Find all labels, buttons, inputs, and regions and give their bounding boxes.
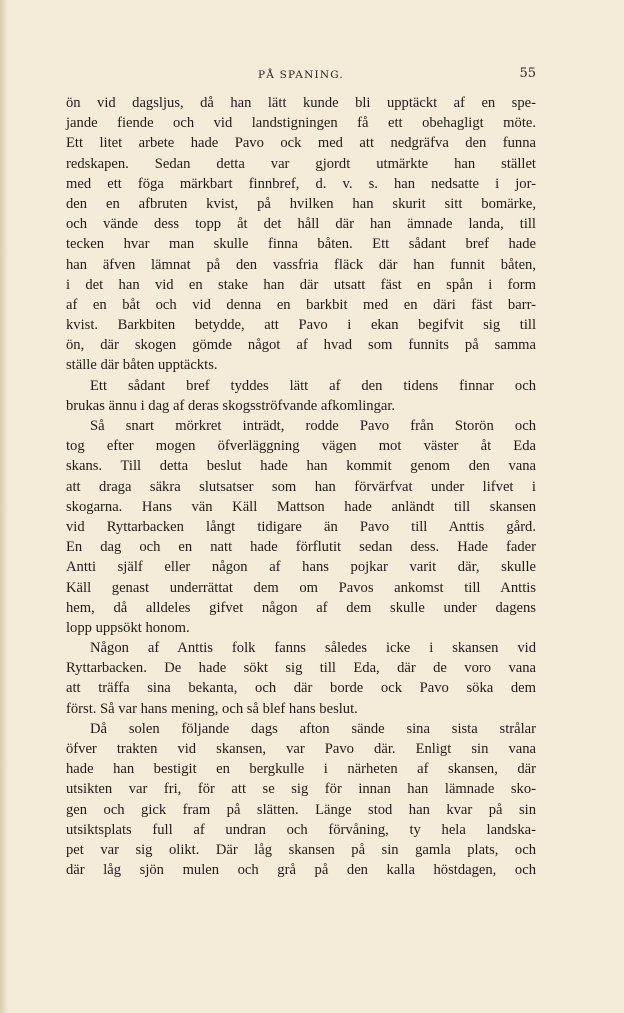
- text-line: att träffa sina bekanta, och där borde ock Pavo söka dem: [66, 680, 536, 697]
- text-line: den en afbruten kvist, på hvilken han skurit sitt bomärke,: [66, 195, 536, 212]
- text-line: där låg sjön mulen och grå på den kalla höstdagen, och: [66, 862, 536, 879]
- text-line: ön, där skogen gömde något af hvad som funnits på samma: [66, 337, 536, 354]
- text-line: med ett föga märkbart finnbref, d. v. s. han nedsatte i jor-: [66, 175, 536, 192]
- text-line: Ett litet arbete hade Pavo ock med att nedgräfva den funna: [66, 135, 536, 152]
- page-edge-shadow: [0, 0, 8, 1013]
- text-line: i det han vid en stake han där utsatt fäst en spån i form: [66, 276, 536, 293]
- text-line: utsiktsplats full af undran och förvåning, ty hela landska-: [66, 821, 536, 838]
- text-line: utsikten var fri, för att se sig för innan han lämnade sko-: [66, 781, 536, 798]
- text-line: Antti själf eller någon af hans pojkar varit där, skulle: [66, 559, 536, 576]
- text-line: brukas ännu i dag af deras skogsströfvande afkomlingar.: [66, 397, 396, 414]
- text-line: skans. Till detta beslut hade han kommit genom den vana: [66, 458, 536, 475]
- text-line: gen och gick fram på slätten. Länge stod han kvar på sin: [66, 801, 536, 818]
- text-line: pet var sig olikt. Där låg skansen på sin gamla plats, och: [66, 841, 536, 858]
- text-line: först. Så var hans mening, och så blef hans beslut.: [66, 700, 358, 717]
- text-line: att draga säkra slutsatser som han förvärfvat under lifvet i: [66, 478, 536, 495]
- text-line: Så snart mörkret inträdt, rodde Pavo från Storön och: [90, 418, 536, 434]
- text-line: och vände dess topp åt det håll där han ämnade landa, till: [66, 216, 536, 233]
- text-line: hade han bestigit en bergkulle i närheten af skansen, där: [66, 761, 536, 778]
- text-line: ön vid dagsljus, då han lätt kunde bli upptäckt af en spe-: [66, 95, 536, 111]
- text-line: Ryttarbacken. De hade sökt sig till Eda, där de voro vana: [66, 660, 536, 677]
- text-line: af en båt och vid denna en barkbit med en däri fäst barr-: [66, 296, 536, 313]
- text-line: ställe där båten upptäckts.: [66, 357, 218, 374]
- running-header: [66, 66, 536, 86]
- text-line: vid Ryttarbacken långt tidigare än Pavo till Anttis gård.: [66, 518, 536, 535]
- text-line: hem, då alldeles gifvet någon af dem skulle under dagens: [66, 599, 536, 616]
- text-line: jande fiende och vid landstigningen få ett obehagligt möte.: [66, 115, 536, 132]
- text-line: Käll genast underrättat dem om Pavos ankomst till Anttis: [66, 579, 536, 596]
- text-line: lopp uppsökt honom.: [66, 619, 190, 636]
- text-line: skogarna. Hans vän Käll Mattson hade anländt till skansen: [66, 498, 536, 515]
- text-line: En dag och en natt hade förflutit sedan dess. Hade fader: [66, 539, 536, 556]
- page-number: 55: [519, 66, 536, 81]
- body-text: [66, 93, 536, 880]
- text-line: redskapen. Sedan detta var gjordt utmärkte han stället: [66, 155, 536, 172]
- text-line: tog efter mogen öfverläggning vägen mot väster åt Eda: [66, 438, 536, 455]
- text-line: Ett sådant bref tyddes lätt af den tidens finnar och: [90, 377, 536, 394]
- running-header-title: PÅ SPANING.: [258, 69, 344, 81]
- text-line: han äfven lämnat på den vassfria fläck där han funnit båten,: [66, 256, 536, 273]
- text-line: öfver trakten vid skansen, var Pavo där. Enligt sin vana: [66, 741, 536, 757]
- text-line: kvist. Barkbiten betydde, att Pavo i ekan begifvit sig till: [66, 317, 536, 334]
- text-line: Då solen följande dags afton sände sina sista strålar: [90, 720, 536, 737]
- text-line: tecken hvar man skulle finna båten. Ett sådant bref hade: [66, 236, 536, 253]
- text-line: Någon af Anttis folk fanns således icke i skansen vid: [90, 640, 536, 657]
